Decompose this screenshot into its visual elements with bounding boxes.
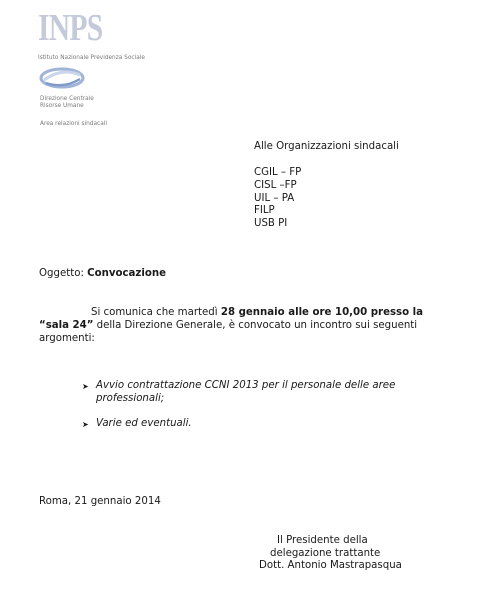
meeting-room: “sala 24”: [39, 320, 94, 331]
institute-name: Istituto Nazionale Previdenza Sociale: [38, 55, 145, 61]
recipients-intro: Alle Organizzazioni sindacali: [254, 141, 399, 152]
department-line-1: Direzione Centrale: [40, 96, 94, 102]
recipient-item: CGIL – FP: [254, 167, 302, 178]
recipient-item: FILP: [254, 205, 275, 216]
office-name: Area relazioni sindacali: [40, 121, 107, 127]
subject-label: Oggetto:: [39, 268, 84, 279]
agenda-item-line-1: Avvio contrattazione CCNI 2013 per il personale delle aree: [96, 380, 396, 391]
signature-line-2: delegazione trattante: [270, 548, 381, 559]
inps-logo: INPS: [38, 7, 103, 49]
body-line-2-rest: della Direzione Generale, è convocato un incontro sui seguenti: [96, 320, 418, 331]
recipient-item: USB PI: [254, 218, 288, 229]
body-line-1-prefix: Si comunica che martedì: [91, 307, 218, 318]
body-line-1: [91, 307, 423, 319]
department-line-2: Risorse Umane: [40, 103, 84, 109]
agenda-item-line-1: Varie ed eventuali.: [96, 418, 192, 429]
body-line-3: argomenti:: [39, 333, 95, 344]
subject-value: Convocazione: [87, 268, 166, 279]
body-line-2: [39, 320, 417, 332]
inps-emblem-icon: [36, 63, 88, 93]
arrow-bullet-icon: ➤: [82, 420, 89, 429]
recipient-item: UIL – PA: [254, 193, 295, 204]
signature-line-3: Dott. Antonio Mastrapasqua: [259, 560, 402, 571]
body-line-1-bold: 28 gennaio alle ore 10,00 presso la: [220, 307, 424, 318]
date-line: Roma, 21 gennaio 2014: [39, 496, 161, 507]
arrow-bullet-icon: ➤: [82, 382, 89, 391]
subject-line: [39, 268, 166, 280]
signature-line-1: Il Presidente della: [277, 535, 368, 546]
agenda-item-line-2: professionali;: [96, 393, 165, 404]
recipient-item: CISL –FP: [254, 180, 297, 191]
